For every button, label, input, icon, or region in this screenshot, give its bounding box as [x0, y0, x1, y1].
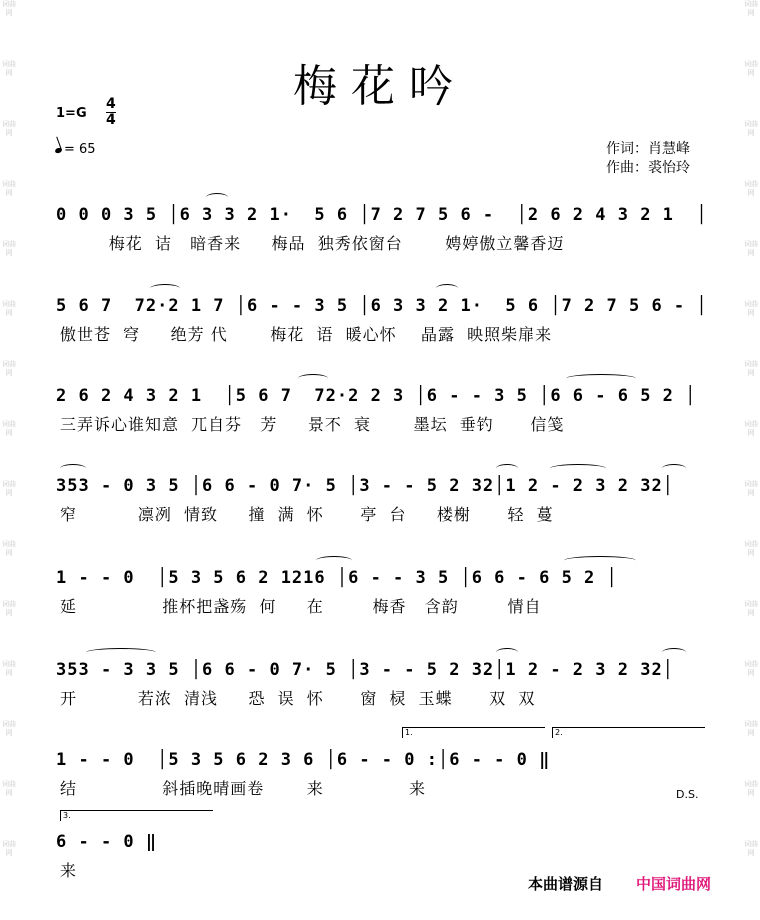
- notes-line-2: 5 6 7 72·2 1 7 │6 - - 3 5 │6 3 3 2 1· 5 6 │7 2 7 5 6 - │: [56, 296, 708, 316]
- quarter-note-icon: [54, 147, 62, 154]
- notes-line-8: 6 - - 0 ‖: [56, 832, 158, 852]
- footer-site-link[interactable]: 中国词曲网: [636, 875, 712, 893]
- lyrics-line-7: 结 斜插晚晴画卷 来 来: [60, 779, 427, 798]
- dal-segno: D.S.: [676, 788, 699, 801]
- lyrics-line-3: 三弄诉心谁知意 兀自芬 芳 景不 衰 墨坛 垂钓 信笺: [60, 415, 565, 434]
- lyrics-line-4: 窄 凛冽 情致 撞 满 怀 亭 台 楼榭 轻 蔓: [60, 505, 554, 524]
- footer-source-label: 本曲谱源自: [528, 875, 604, 893]
- lyrics-line-2: 傲世苍 穹 绝芳 代 梅花 语 暖心怀 晶露 映照柴扉来: [60, 325, 553, 344]
- composer: 作曲：裘怡玲: [606, 160, 690, 176]
- song-title: 梅花吟: [293, 61, 467, 112]
- watermark-left: 词曲网 词曲网 词曲网 词曲网 词曲网 词曲网 词曲网 词曲网 词曲网 词曲网 词曲网 词曲网 词曲网 词曲网 词曲网: [2, 0, 16, 857]
- time-signature: [106, 97, 116, 128]
- volta-1: 1.: [402, 727, 545, 738]
- volta-3: 3.: [60, 810, 213, 821]
- notes-line-3: 2 6 2 4 3 2 1 │5 6 7 72·2 2 3 │6 - - 3 5 │6 6 - 6 5 2 │: [56, 386, 697, 406]
- lyrics-line-8: 来: [60, 861, 78, 880]
- notes-line-5: 1 - - 0 │5 3 5 6 2 1216 │6 - - 3 5 │6 6 - 6 5 2 │: [56, 568, 618, 588]
- notes-line-7: 1 - - 0 │5 3 5 6 2 3 6 │6 - - 0 :│6 - - 0 ‖: [56, 750, 551, 770]
- lyricist: 作词：肖慧峰: [606, 141, 690, 157]
- lyrics-line-5: 延 推杯把盏殇 何 在 梅香 含韵 情自: [60, 597, 542, 616]
- watermark-right: 词曲网 词曲网 词曲网 词曲网 词曲网 词曲网 词曲网 词曲网 词曲网 词曲网 词曲网 词曲网 词曲网 词曲网 词曲网: [744, 0, 758, 857]
- volta-2: 2.: [552, 727, 705, 738]
- notes-line-1: 0 0 0 3 5 │6 3 3 2 1· 5 6 │7 2 7 5 6 - │2 6 2 4 3 2 1 │: [56, 205, 708, 225]
- key-signature: 1=G: [56, 106, 87, 121]
- time-top: 4: [106, 96, 116, 112]
- lyrics-line-1: 梅花 诘 暗香来 梅品 独秀依窗台 娉婷傲立馨香迈: [60, 234, 565, 253]
- notes-line-4: 353 - 0 3 5 │6 6 - 0 7· 5 │3 - - 5 2 32│1 2 - 2 3 2 32│: [56, 476, 674, 496]
- tempo-marking: = 65: [55, 142, 96, 157]
- lyrics-line-6: 开 若浓 清浅 恐 误 怀 窗 棂 玉蝶 双 双: [60, 689, 536, 708]
- notes-line-6: 353 - 3 3 5 │6 6 - 0 7· 5 │3 - - 5 2 32│1 2 - 2 3 2 32│: [56, 660, 674, 680]
- time-bottom: 4: [106, 112, 116, 128]
